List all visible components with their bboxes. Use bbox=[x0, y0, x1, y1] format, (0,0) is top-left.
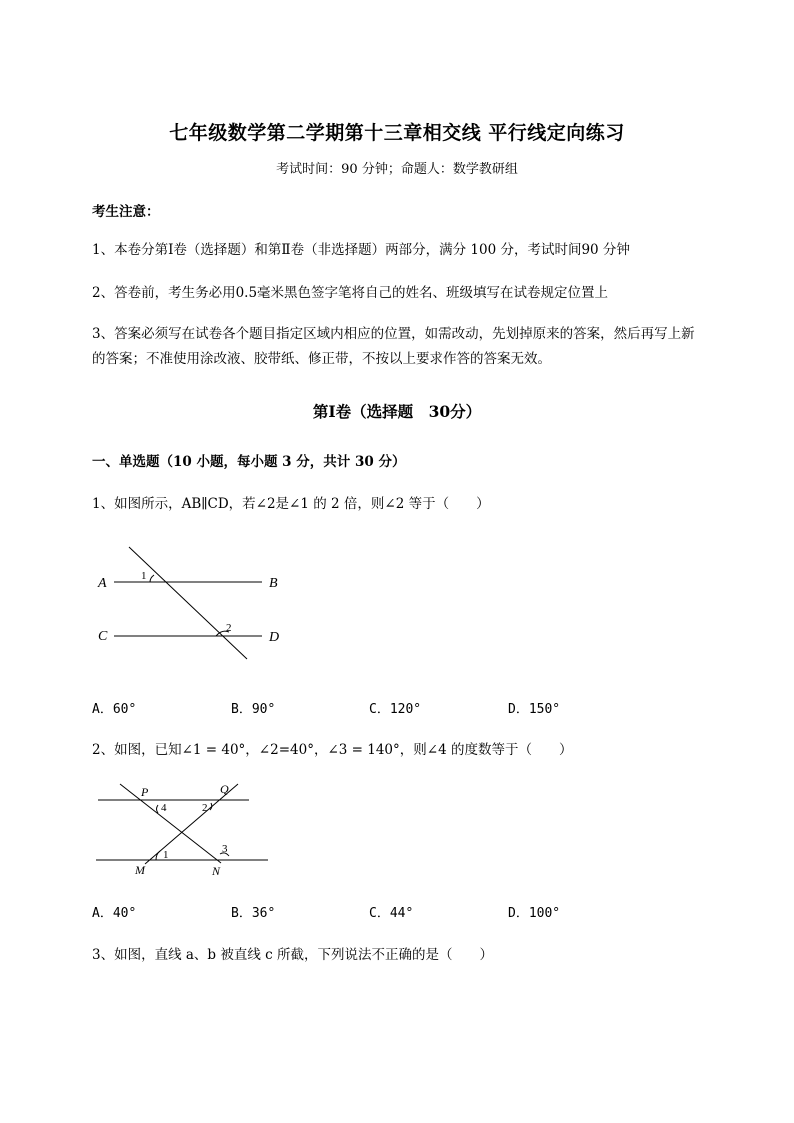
question-1-stem: 1、如图所示，AB∥CD，若∠2是∠1 的 2 倍，则∠2 等于（ ） bbox=[92, 496, 490, 512]
notice-heading: 考生注意： bbox=[92, 204, 160, 220]
page-title: 七年级数学第二学期第十三章相交线 平行线定向练习 bbox=[169, 122, 625, 144]
line-pn bbox=[120, 784, 221, 863]
q1-option-b: B．90° bbox=[231, 702, 276, 717]
notice-item-3: 3、答案必须写在试卷各个题目指定区域内相应的位置，如需改动，先划掉原来的答案，然后再写上新 bbox=[92, 326, 695, 342]
exam-info: 考试时间：90 分钟；命题人：数学教研组 bbox=[276, 162, 518, 177]
part-heading: 一、单选题（10 小题，每小题 3 分，共计 30 分） bbox=[92, 454, 406, 470]
q2-option-a: A．40° bbox=[92, 906, 137, 921]
question-3-stem: 3、如图，直线 a、b 被直线 c 所截，下列说法不正确的是（ ） bbox=[92, 947, 494, 963]
angle-1-label: 1 bbox=[163, 849, 169, 861]
angle-4-label: 4 bbox=[161, 802, 167, 814]
q2-option-b: B．36° bbox=[231, 906, 276, 921]
angle-1-arc bbox=[150, 575, 154, 582]
angle-2-arc bbox=[210, 803, 212, 810]
section-title: 第Ⅰ卷（选择题 30分） bbox=[312, 402, 482, 421]
notice-item-1: 1、本卷分第Ⅰ卷（选择题）和第Ⅱ卷（非选择题）两部分，满分 100 分，考试时间90 分钟 bbox=[92, 242, 630, 258]
q2-option-c: C．44° bbox=[369, 906, 414, 921]
point-n-label: N bbox=[212, 864, 221, 878]
point-q-label: Q bbox=[220, 782, 229, 796]
angle-1-label: 1 bbox=[141, 570, 147, 582]
point-a-label: A bbox=[98, 576, 107, 591]
angle-4-arc bbox=[157, 805, 159, 813]
point-d-label: D bbox=[269, 630, 280, 645]
q1-option-c: C．120° bbox=[369, 702, 422, 717]
question-1-figure bbox=[92, 540, 302, 665]
angle-2-label: 2 bbox=[202, 802, 208, 814]
point-c-label: C bbox=[98, 629, 108, 644]
point-m-label: M bbox=[135, 863, 145, 877]
question-2-stem: 2、如图，已知∠1 = 40°，∠2=40°，∠3 = 140°，则∠4 的度数等于（ ） bbox=[92, 742, 573, 758]
notice-item-3-continued: 的答案；不准使用涂改液、胶带纸、修正带，不按以上要求作答的答案无效。 bbox=[92, 351, 551, 367]
point-b-label: B bbox=[269, 576, 278, 591]
angle-3-label: 3 bbox=[222, 843, 228, 855]
q2-option-d: D．100° bbox=[508, 906, 561, 921]
angle-2-label: 2 bbox=[226, 622, 232, 634]
transversal bbox=[129, 547, 247, 659]
notice-item-2: 2、答卷前，考生务必用0.5毫米黑色签字笔将自己的姓名、班级填写在试卷规定位置上 bbox=[92, 285, 609, 301]
point-p-label: P bbox=[141, 785, 149, 799]
q1-option-a: A．60° bbox=[92, 702, 137, 717]
angle-1-arc bbox=[156, 851, 160, 860]
q1-option-d: D．150° bbox=[508, 702, 561, 717]
question-2-figure bbox=[92, 776, 272, 880]
